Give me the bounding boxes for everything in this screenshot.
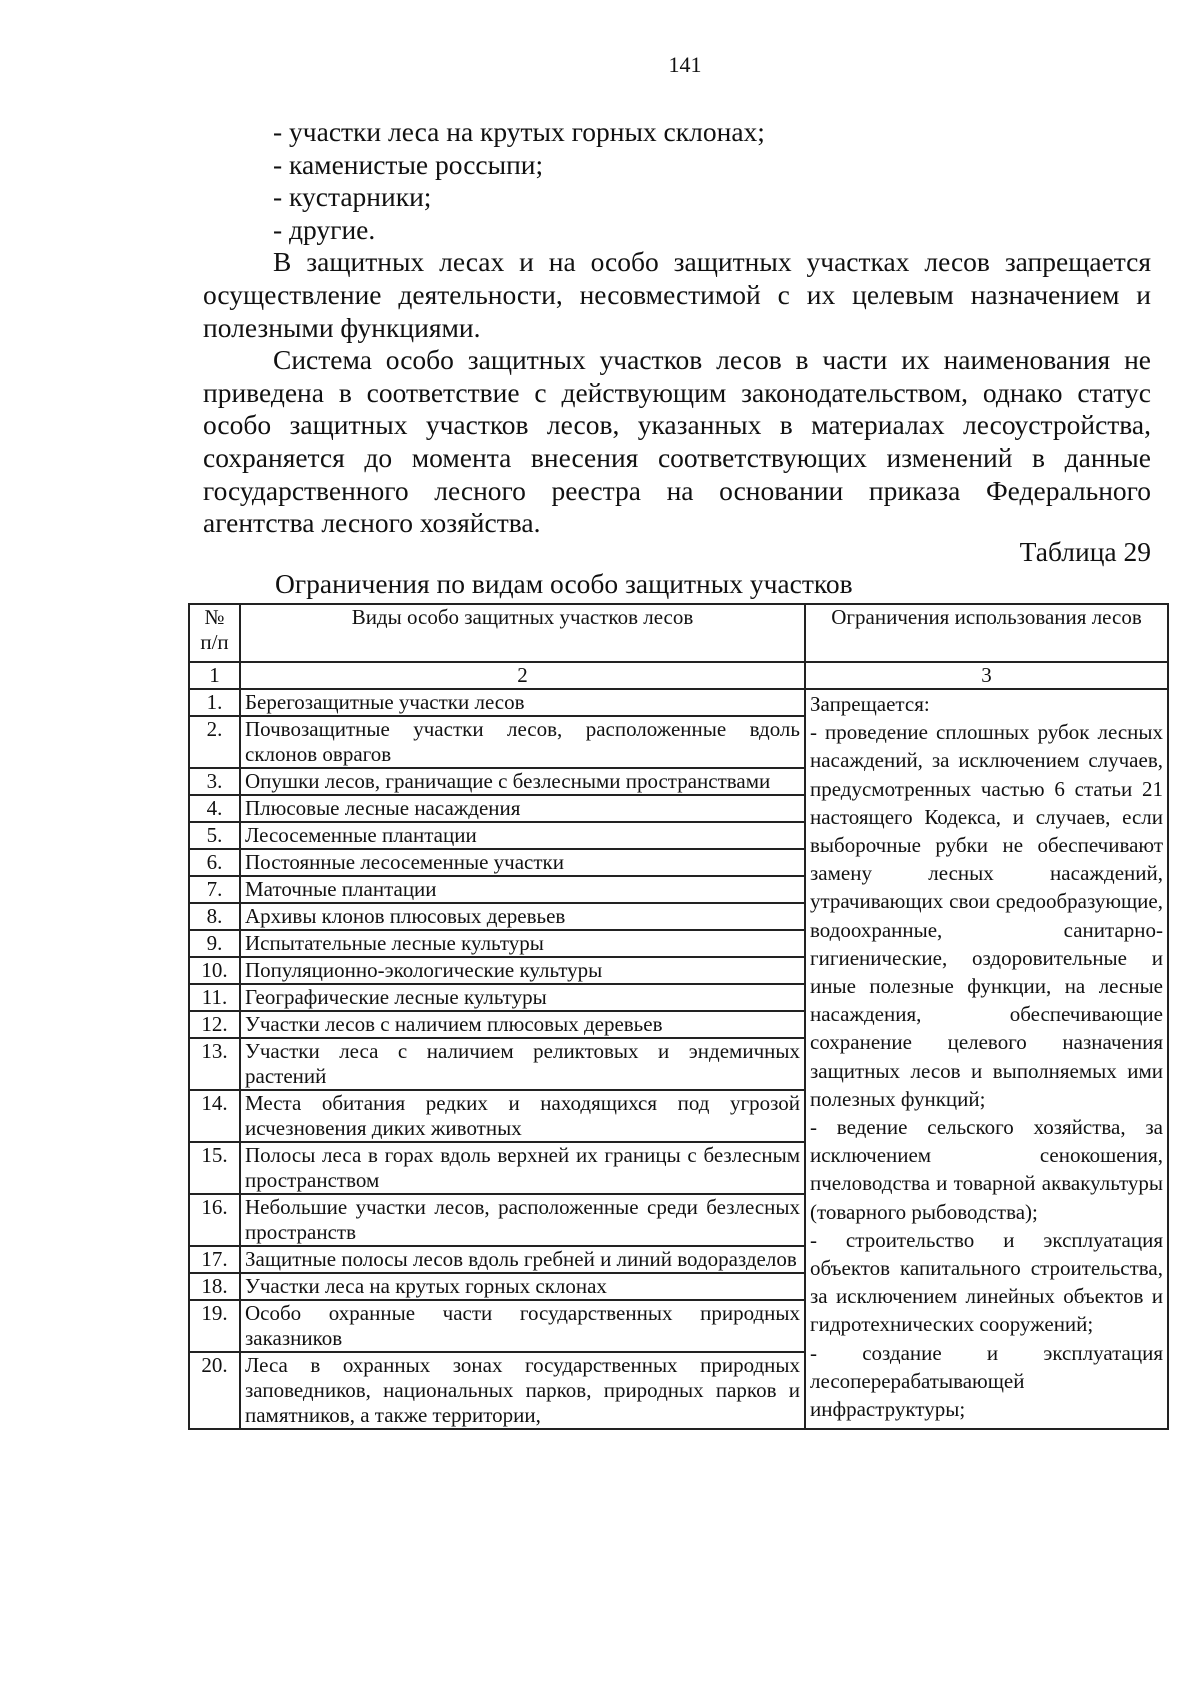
row-kind: Опушки лесов, граничащие с безлесными пространствами [240, 768, 805, 795]
row-kind: Места обитания редких и находящихся под угрозой исчезновения диких животных [240, 1090, 805, 1142]
row-number: 20. [189, 1352, 240, 1429]
list-item: - каменистые россыпи; [273, 148, 544, 180]
row-kind: Небольшие участки лесов, расположенные среди безлесных пространств [240, 1194, 805, 1246]
row-kind: Полосы леса в горах вдоль верхней их границы с безлесным пространством [240, 1142, 805, 1194]
table-body [189, 689, 1168, 1429]
row-number: 3. [189, 768, 240, 795]
row-number: 4. [189, 795, 240, 822]
table-row [189, 689, 1168, 716]
row-kind: Участки леса с наличием реликтовых и эндемичных растений [240, 1038, 805, 1090]
row-number: 9. [189, 930, 240, 957]
row-kind: Участки лесов с наличием плюсовых деревьев [240, 1011, 805, 1038]
page-number: 141 [668, 52, 702, 77]
row-number: 16. [189, 1194, 240, 1246]
row-number: 6. [189, 849, 240, 876]
row-kind: Лесосеменные плантации [240, 822, 805, 849]
header-kind: Виды особо защитных участков лесов [240, 604, 805, 662]
paragraph-prohibition: В защитных лесах и на особо защитных участках лесов запрещается осуществление деятельности, несовместимой с их целевым назначением и полезными функциями. [203, 246, 1151, 343]
column-number: 2 [240, 662, 805, 689]
row-number: 19. [189, 1300, 240, 1352]
row-kind: Испытательные лесные культуры [240, 930, 805, 957]
row-number: 10. [189, 957, 240, 984]
row-kind: Маточные плантации [240, 876, 805, 903]
row-number: 18. [189, 1273, 240, 1300]
row-number: 11. [189, 984, 240, 1011]
row-kind: Участки леса на крутых горных склонах [240, 1273, 805, 1300]
column-number: 3 [805, 662, 1168, 689]
restriction-cell: Запрещается: - проведение сплошных рубок лесных насаждений, за исключением случаев, предусмотренных частью 6 статьи 21 настоящего Кодекса, и случаев, если выборочные рубки не обеспечивают замену лесных насаждений, утрачивающих свои средообразующие, водоохранные, санитарно-гигиенические, оздоровительные и иные полезные функции, на лесные насаждения, обеспечивающие сохранение целевого назначения защитных лесов и выполняемых ими полезных функций; - ведение сельского хозяйства, за исключением сенокошения, пчеловодства и товарной аквакультуры (товарного рыбоводства); - строительство и эксплуатация объектов капитального строительства, за исключением линейных объектов и гидротехнических сооружений; - создание и эксплуатация лесоперерабатывающей инфраструктуры; [805, 689, 1168, 1429]
row-number: 15. [189, 1142, 240, 1194]
row-number: 13. [189, 1038, 240, 1090]
row-kind: Постоянные лесосеменные участки [240, 849, 805, 876]
row-kind: Плюсовые лесные насаждения [240, 795, 805, 822]
row-kind: Леса в охранных зонах государственных природных заповедников, национальных парков, природных парков и памятников, а также территории, [240, 1352, 805, 1429]
row-kind: Популяционно-экологические культуры [240, 957, 805, 984]
header-restriction: Ограничения использования лесов [805, 604, 1168, 662]
list-item: - участки леса на крутых горных склонах; [273, 116, 765, 147]
paragraph-system-status: Система особо защитных участков лесов в части их наименования не приведена в соответствие с действующим законодательством, однако статус особо защитных участков лесов, указанных в материалах лесоустройства, сохраняется до момента внесения соответствующих изменений в данные государственного лесного реестра на основании приказа Федерального агентства лесного хозяйства. [203, 344, 1151, 539]
row-kind: Берегозащитные участки лесов [240, 689, 805, 716]
row-number: 2. [189, 716, 240, 768]
restrictions-table [188, 603, 1169, 1430]
table-caption: Ограничения по видам особо защитных участков [275, 568, 853, 599]
column-number: 1 [189, 662, 240, 689]
row-number: 12. [189, 1011, 240, 1038]
row-kind: Особо охранные части государственных природных заказников [240, 1300, 805, 1352]
row-kind: Почвозащитные участки лесов, расположенные вдоль склонов оврагов [240, 716, 805, 768]
row-number: 8. [189, 903, 240, 930]
header-num: № п/п [189, 604, 240, 662]
table-header-row [189, 604, 1168, 662]
row-number: 7. [189, 876, 240, 903]
row-number: 5. [189, 822, 240, 849]
table-label: Таблица 29 [1019, 536, 1151, 567]
row-number: 1. [189, 689, 240, 716]
row-number: 17. [189, 1246, 240, 1273]
row-kind: Географические лесные культуры [240, 984, 805, 1011]
column-number-row [189, 662, 1168, 689]
row-kind: Архивы клонов плюсовых деревьев [240, 903, 805, 930]
body-text [203, 116, 1151, 540]
list-item: - другие. [273, 213, 376, 245]
row-number: 14. [189, 1090, 240, 1142]
row-kind: Защитные полосы лесов вдоль гребней и линий водоразделов [240, 1246, 805, 1273]
list-item: - кустарники; [273, 181, 432, 213]
